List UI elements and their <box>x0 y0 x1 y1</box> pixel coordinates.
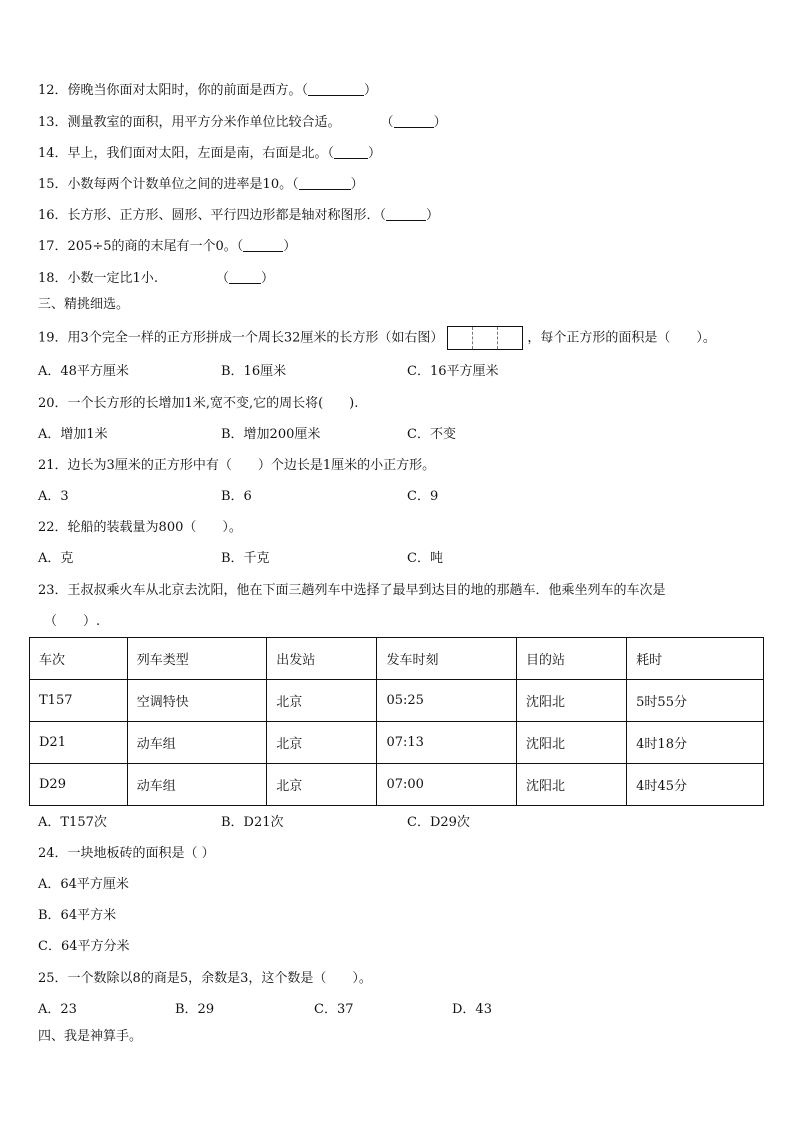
table-header-cell: 出发站 <box>267 638 377 680</box>
table-cell: 沈阳北 <box>516 764 626 806</box>
table-cell: 北京 <box>267 764 377 806</box>
question-19-text: 19．用3个完全一样的正方形拼成一个周长32厘米的长方形（如右图） <box>38 330 444 346</box>
q20-option-a[interactable]: A．增加1米 <box>38 427 108 442</box>
answer-blank-16[interactable] <box>386 207 426 221</box>
q22-option-a[interactable]: A．克 <box>38 551 74 566</box>
question-23-cont: （ ）. <box>44 614 101 629</box>
q25-option-a[interactable]: A．23 <box>38 1002 77 1017</box>
table-cell: 07:13 <box>377 722 516 764</box>
table-cell: D29 <box>30 764 128 806</box>
q21-option-b[interactable]: B．6 <box>221 489 252 504</box>
q25-option-d[interactable]: D．43 <box>452 1002 492 1017</box>
question-14-text: 14．早上，我们面对太阳，左面是南，右面是北。（ <box>38 146 335 161</box>
table-row <box>30 764 764 806</box>
table-cell: 动车组 <box>127 722 266 764</box>
question-15-text: 15．小数每两个计数单位之间的进率是10。（ <box>38 177 299 192</box>
q24-option-b[interactable]: B．64平方米 <box>38 908 117 923</box>
q21-option-c[interactable]: C．9 <box>407 489 439 504</box>
question-23: 23．王叔叔乘火车从北京去沈阳，他在下面三趟列车中选择了最早到达目的地的那趟车．他乘坐列车的车次是 <box>38 583 666 598</box>
table-header-cell: 列车类型 <box>127 638 266 680</box>
q19-option-b[interactable]: B．16厘米 <box>221 364 287 379</box>
q22-option-c[interactable]: C．吨 <box>407 551 443 566</box>
table-header-cell: 车次 <box>30 638 128 680</box>
paren-close: ） <box>433 115 447 130</box>
table-cell: 北京 <box>267 722 377 764</box>
q25-option-c[interactable]: C．37 <box>314 1002 354 1017</box>
question-17-text: 17．205÷5的商的末尾有一个0。（ <box>38 239 244 254</box>
table-cell: D21 <box>30 722 128 764</box>
q19-option-c[interactable]: C．16平方厘米 <box>407 364 499 379</box>
question-12-text: 12．傍晚当你面对太阳时，你的前面是西方。（ <box>38 83 309 98</box>
table-cell: 4时18分 <box>627 722 764 764</box>
table-cell: 动车组 <box>127 764 266 806</box>
question-25: 25．一个数除以8的商是5，余数是3，这个数是（ ）。 <box>38 971 372 986</box>
paren-close: ） <box>260 271 274 286</box>
question-21: 21．边长为3厘米的正方形中有（ ）个边长是1厘米的小正方形。 <box>38 458 436 473</box>
q24-option-c[interactable]: C．64平方分米 <box>38 939 130 954</box>
question-15 <box>38 176 364 194</box>
paren-close: ） <box>283 239 297 254</box>
table-cell: 05:25 <box>377 680 516 722</box>
answer-blank-14[interactable] <box>334 145 368 159</box>
q23-option-b[interactable]: B．D21次 <box>221 815 284 830</box>
question-19-text-after: ，每个正方形的面积是（ ）。 <box>527 330 716 346</box>
section-3-title: 三、精挑细选。 <box>38 297 130 312</box>
question-19 <box>38 326 716 351</box>
table-row <box>30 722 764 764</box>
q21-option-a[interactable]: A．3 <box>38 489 69 504</box>
q22-option-b[interactable]: B．千克 <box>221 551 270 566</box>
question-17 <box>38 238 296 256</box>
table-cell: 沈阳北 <box>516 722 626 764</box>
table-row <box>30 680 764 722</box>
paren-open: （ <box>380 115 394 130</box>
table-cell: 4时45分 <box>627 764 764 806</box>
table-cell: 5时55分 <box>627 680 764 722</box>
question-16-text: 16．长方形、正方形、圆形、平行四边形都是轴对称图形．（ <box>38 208 387 223</box>
question-22: 22．轮船的装载量为800（ ）。 <box>38 520 242 535</box>
answer-blank-18[interactable] <box>229 270 261 284</box>
table-cell: T157 <box>30 680 128 722</box>
q20-option-b[interactable]: B．增加200厘米 <box>221 427 321 442</box>
table-cell: 沈阳北 <box>516 680 626 722</box>
paren-close: ） <box>364 83 378 98</box>
q20-option-c[interactable]: C．不变 <box>407 427 456 442</box>
table-header-cell: 耗时 <box>627 638 764 680</box>
train-schedule-table <box>29 637 764 806</box>
question-13-text: 13．测量教室的面积，用平方分米作单位比较合适。 <box>38 115 341 130</box>
table-header-cell: 目的站 <box>516 638 626 680</box>
q23-option-a[interactable]: A．T157次 <box>38 815 107 830</box>
answer-blank-15[interactable] <box>299 176 351 190</box>
question-12 <box>38 82 377 100</box>
answer-blank-12[interactable] <box>308 82 364 96</box>
paren-close: ） <box>426 208 440 223</box>
question-14 <box>38 145 381 163</box>
table-header-cell: 发车时刻 <box>377 638 516 680</box>
question-24: 24．一块地板砖的面积是（ ） <box>38 846 215 861</box>
q25-option-b[interactable]: B．29 <box>175 1002 215 1017</box>
paren-close: ） <box>368 146 382 161</box>
q23-option-c[interactable]: C．D29次 <box>407 815 470 830</box>
question-13 <box>38 114 447 132</box>
rectangle-figure <box>447 326 523 350</box>
paren-close: ） <box>350 177 364 192</box>
answer-blank-17[interactable] <box>243 238 283 252</box>
question-20: 20．一个长方形的长增加1米,宽不变,它的周长将( ). <box>38 396 359 411</box>
table-cell: 07:00 <box>377 764 516 806</box>
section-4-title: 四、我是神算手。 <box>38 1029 143 1044</box>
q24-option-a[interactable]: A．64平方厘米 <box>38 877 129 892</box>
question-18 <box>38 270 274 288</box>
answer-blank-13[interactable] <box>394 114 434 128</box>
table-header-row <box>30 638 764 680</box>
q19-option-a[interactable]: A．48平方厘米 <box>38 364 129 379</box>
question-18-text: 18．小数一定比1小. <box>38 271 158 286</box>
question-16 <box>38 207 439 225</box>
paren-open: （ <box>215 271 229 286</box>
table-cell: 空调特快 <box>127 680 266 722</box>
table-cell: 北京 <box>267 680 377 722</box>
